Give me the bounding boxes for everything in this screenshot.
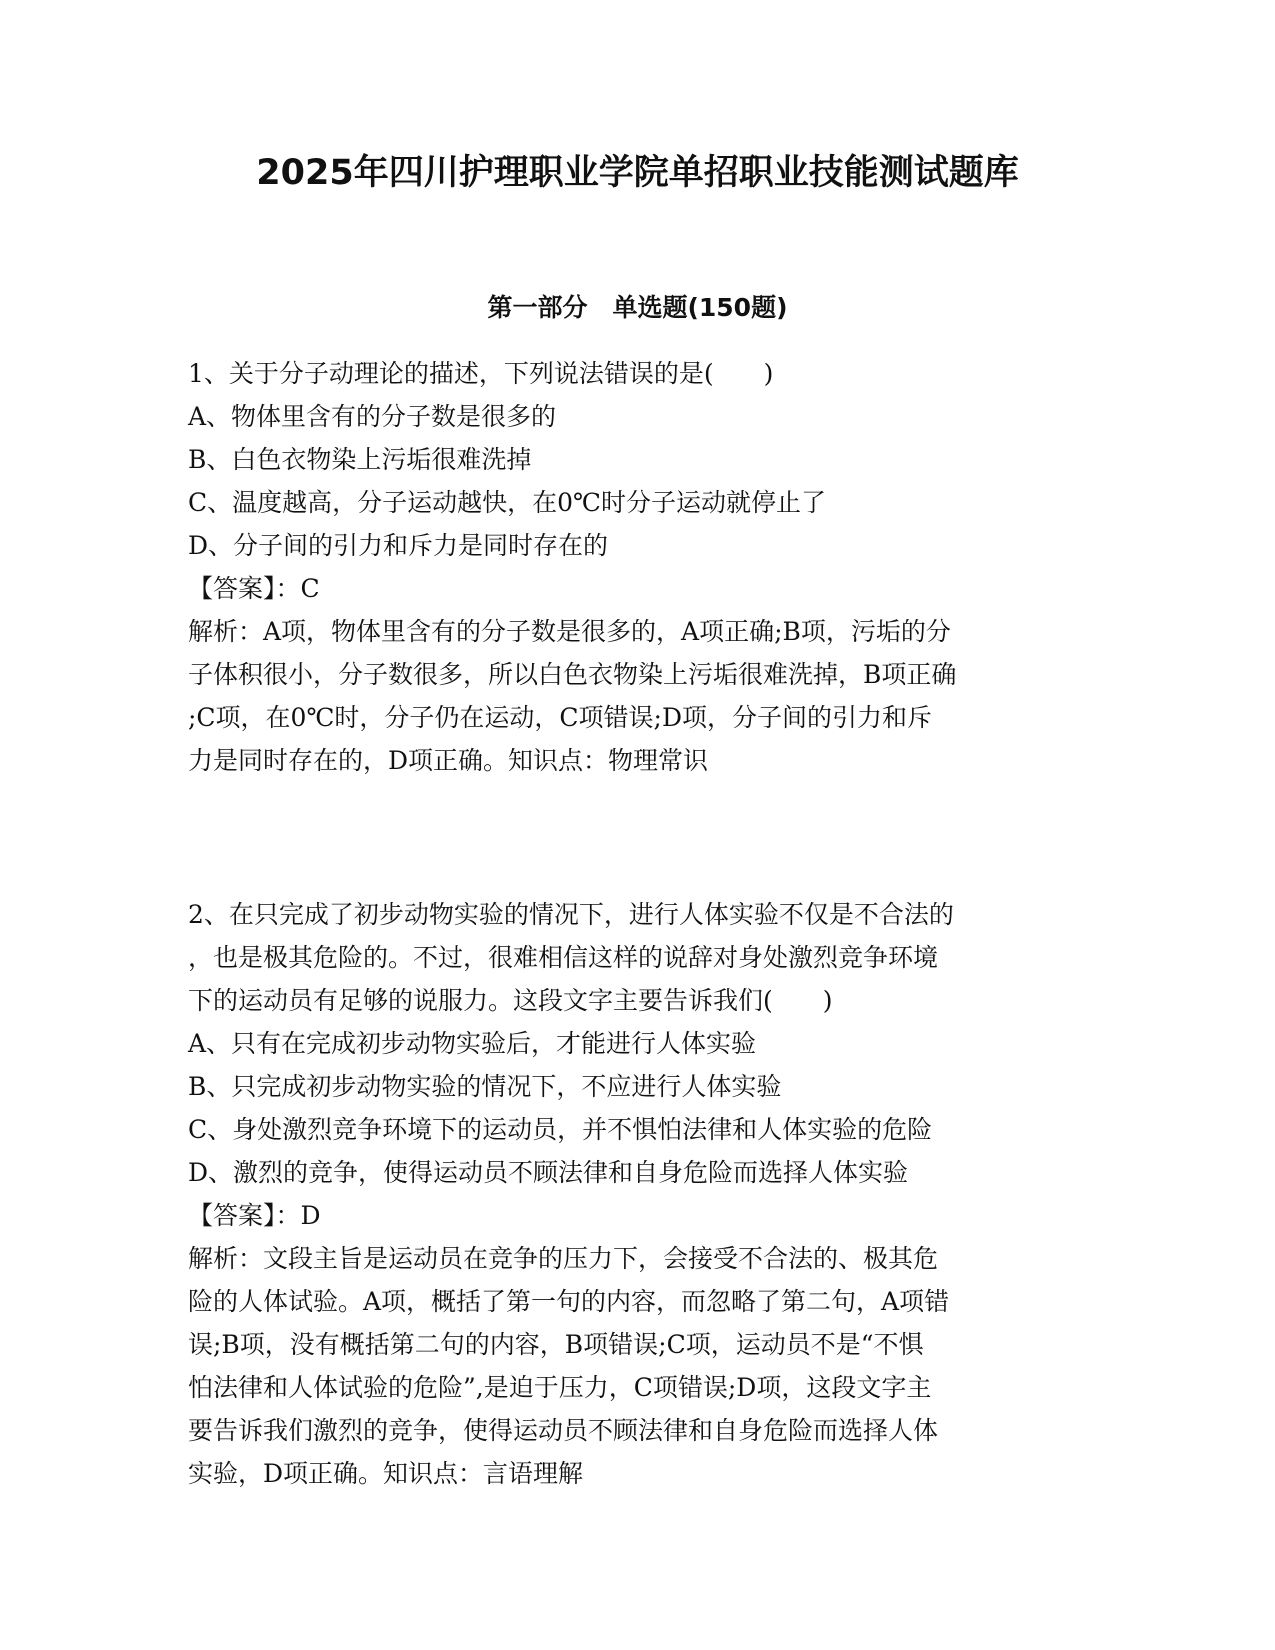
section-heading: 第一部分 单选题(150题) bbox=[487, 293, 788, 322]
question-2 bbox=[188, 893, 1088, 1495]
analysis-line: 实验，D项正确。知识点：言语理解 bbox=[188, 1459, 584, 1488]
analysis bbox=[188, 1237, 1088, 1495]
stem-line: 下的运动员有足够的说服力。这段文字主要告诉我们( ) bbox=[188, 986, 833, 1015]
analysis-line: 解析：A项，物体里含有的分子数是很多的，A项正确;B项，污垢的分 bbox=[188, 617, 951, 646]
analysis-line: 误;B项，没有概括第二句的内容，B项错误;C项，运动员不是“不惧 bbox=[188, 1330, 924, 1359]
option-c: C、温度越高，分子运动越快，在0℃时分子运动就停止了 bbox=[188, 488, 827, 517]
option-a: A、只有在完成初步动物实验后，才能进行人体实验 bbox=[188, 1029, 757, 1058]
option-a: A、物体里含有的分子数是很多的 bbox=[188, 402, 557, 431]
analysis-line: 要告诉我们激烈的竞争，使得运动员不顾法律和自身危险而选择人体 bbox=[188, 1416, 939, 1445]
answer: 【答案】：D bbox=[188, 1201, 321, 1230]
option-d: D、分子间的引力和斥力是同时存在的 bbox=[188, 531, 609, 560]
option-d: D、激烈的竞争，使得运动员不顾法律和自身危险而选择人体实验 bbox=[188, 1158, 909, 1187]
stem-line: ，也是极其危险的。不过，很难相信这样的说辞对身处激烈竞争环境 bbox=[188, 943, 939, 972]
analysis-line: 怕法律和人体试验的危险”,是迫于压力，C项错误;D项，这段文字主 bbox=[188, 1373, 932, 1402]
analysis bbox=[188, 610, 1088, 782]
question-stem bbox=[188, 893, 1088, 1022]
question-1 bbox=[188, 352, 1088, 782]
analysis-line: 力是同时存在的，D项正确。知识点：物理常识 bbox=[188, 746, 709, 775]
analysis-line: 险的人体试验。A项，概括了第一句的内容，而忽略了第二句，A项错 bbox=[188, 1287, 950, 1316]
analysis-line: 解析：文段主旨是运动员在竞争的压力下，会接受不合法的、极其危 bbox=[188, 1244, 939, 1273]
document-title: 2025年四川护理职业学院单招职业技能测试题库 bbox=[256, 153, 1019, 193]
option-c: C、身处激烈竞争环境下的运动员，并不惧怕法律和人体实验的危险 bbox=[188, 1115, 933, 1144]
option-b: B、只完成初步动物实验的情况下，不应进行人体实验 bbox=[188, 1072, 782, 1101]
answer: 【答案】：C bbox=[188, 574, 320, 603]
analysis-line: 子体积很小，分子数很多，所以白色衣物染上污垢很难洗掉，B项正确 bbox=[188, 660, 957, 689]
analysis-line: ;C项，在0℃时，分子仍在运动，C项错误;D项，分子间的引力和斥 bbox=[188, 703, 933, 732]
question-stem: 1、关于分子动理论的描述，下列说法错误的是( ) bbox=[188, 359, 774, 388]
stem-line: 2、在只完成了初步动物实验的情况下，进行人体实验不仅是不合法的 bbox=[188, 900, 954, 929]
option-b: B、白色衣物染上污垢很难洗掉 bbox=[188, 445, 532, 474]
